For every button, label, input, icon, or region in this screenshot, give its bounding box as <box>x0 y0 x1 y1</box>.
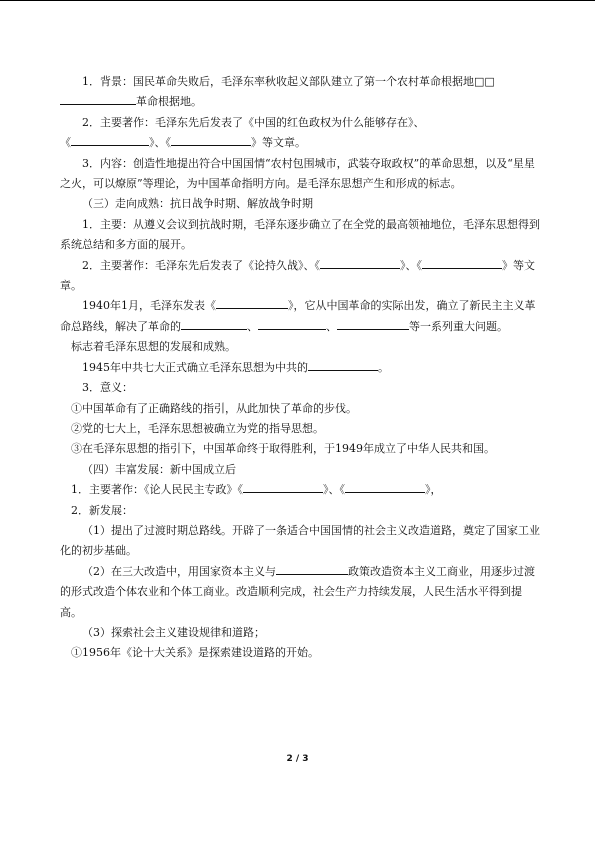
significance-heading: 3．意义： <box>82 381 133 395</box>
significance-item-1: ①中国革命有了正确路线的指引，从此加快了革命的步伐。 <box>71 401 357 415</box>
background-paragraph-cont <box>60 92 542 112</box>
text: （2）在三大改造中，用国家资本主义与 <box>82 564 276 578</box>
text: 、 <box>326 319 337 333</box>
blank-line <box>243 480 323 493</box>
development-works <box>60 480 542 500</box>
new-development-heading: 2．新发展： <box>71 503 133 517</box>
text: 政策改造资本主义工商业，用逐步过渡的形式改造个体农业和个体工商业。改造顺利完成，社会生产力持续发展，人民生活水平得到提高。 <box>60 564 535 619</box>
works-paragraph-cont <box>60 133 542 153</box>
blank-line <box>181 317 247 330</box>
blank-line <box>337 317 409 330</box>
text: 1．主要著作：《论人民民主专政》《 <box>71 483 243 497</box>
text: 》、《 <box>400 258 422 272</box>
blank-line <box>216 296 288 309</box>
blank-line <box>422 256 502 269</box>
new-development-item-3: （3）探索社会主义建设规律和道路； <box>82 625 265 639</box>
mature-paragraph-1: 1．主要：从遵义会议到抗战时期，毛泽东逐步确立了在全党的最高领袖地位，毛泽东思想得到系统总结和多方面的展开。 <box>60 217 540 252</box>
page-number: 2 / 3 <box>286 754 309 764</box>
page-top-border <box>0 0 595 1</box>
blank-line <box>71 133 149 146</box>
blank-line <box>345 480 425 493</box>
mature-paragraph-3 <box>60 296 542 337</box>
new-development-item-2 <box>60 562 542 623</box>
text: 》， <box>425 483 442 497</box>
significance-item-3: ③在毛泽东思想的指引下，中国革命终于取得胜利，于1949年成立了中华人民共和国。 <box>71 442 495 456</box>
text: 》等文章。 <box>251 136 306 150</box>
content-paragraph: 3．内容：创造性地提出符合中国国情“农村包围城市，武装夺取政权”的革命思想，以及“星星之火，可以燎原”等理论，为中国革命指明方向。是毛泽东思想产生和形成的标志。 <box>60 156 535 191</box>
background-paragraph <box>60 72 542 92</box>
new-development-item-1: （1）提出了过渡时期总路线。开辟了一条适合中国国情的社会主义改造道路，奠定了国家工业化的初步基础。 <box>60 523 540 558</box>
section-heading-4: （四）丰富发展：新中国成立后 <box>82 462 236 476</box>
text: 》，它从中国革命的实际出发，确立了新民主主义革命总路线，解决了革命的 <box>60 299 536 333</box>
blank-line <box>171 133 251 146</box>
text: 》、《 <box>149 136 171 150</box>
section-heading-3: （三）走向成熟：抗日战争时期、解放战争时期 <box>82 197 313 211</box>
blank-line <box>60 92 136 105</box>
significance-item-2: ②党的七大上，毛泽东思想被确立为党的指导思想。 <box>71 421 324 435</box>
blank-line <box>320 256 400 269</box>
document-body <box>60 72 542 664</box>
text: 革命根据地。 <box>136 95 202 109</box>
text: 1．背景：国民革命失败后，毛泽东率秋收起义部队建立了第一个农村革命根据地□□ <box>82 75 495 88</box>
text: 2．主要著作：毛泽东先后发表了《论持久战》、《 <box>82 258 320 272</box>
mature-paragraph-4: 标志着毛泽东思想的发展和成熟。 <box>71 340 236 354</box>
text: 2．主要著作：毛泽东先后发表了《中国的红色政权为什么能够存在》、 <box>82 115 425 129</box>
text: 》等文章。 <box>60 258 535 293</box>
mature-paragraph-2 <box>60 256 542 297</box>
text: 。 <box>378 360 389 374</box>
blank-line <box>258 317 326 330</box>
new-development-subitem-1: ①1956年《论十大关系》是探索建设道路的开始。 <box>71 646 319 660</box>
blank-line <box>276 562 348 575</box>
text: 1945年中共七大正式确立毛泽东思想为中共的 <box>82 360 308 374</box>
text: 《 <box>60 136 71 150</box>
blank-line <box>308 358 378 371</box>
text: 、 <box>247 319 258 333</box>
text: 》、《 <box>323 483 345 497</box>
mature-paragraph-5 <box>60 358 542 378</box>
text: 等一系列重大问题。 <box>409 319 508 333</box>
works-paragraph <box>60 113 542 133</box>
text: 1940年1月，毛泽东发表《 <box>82 299 216 313</box>
